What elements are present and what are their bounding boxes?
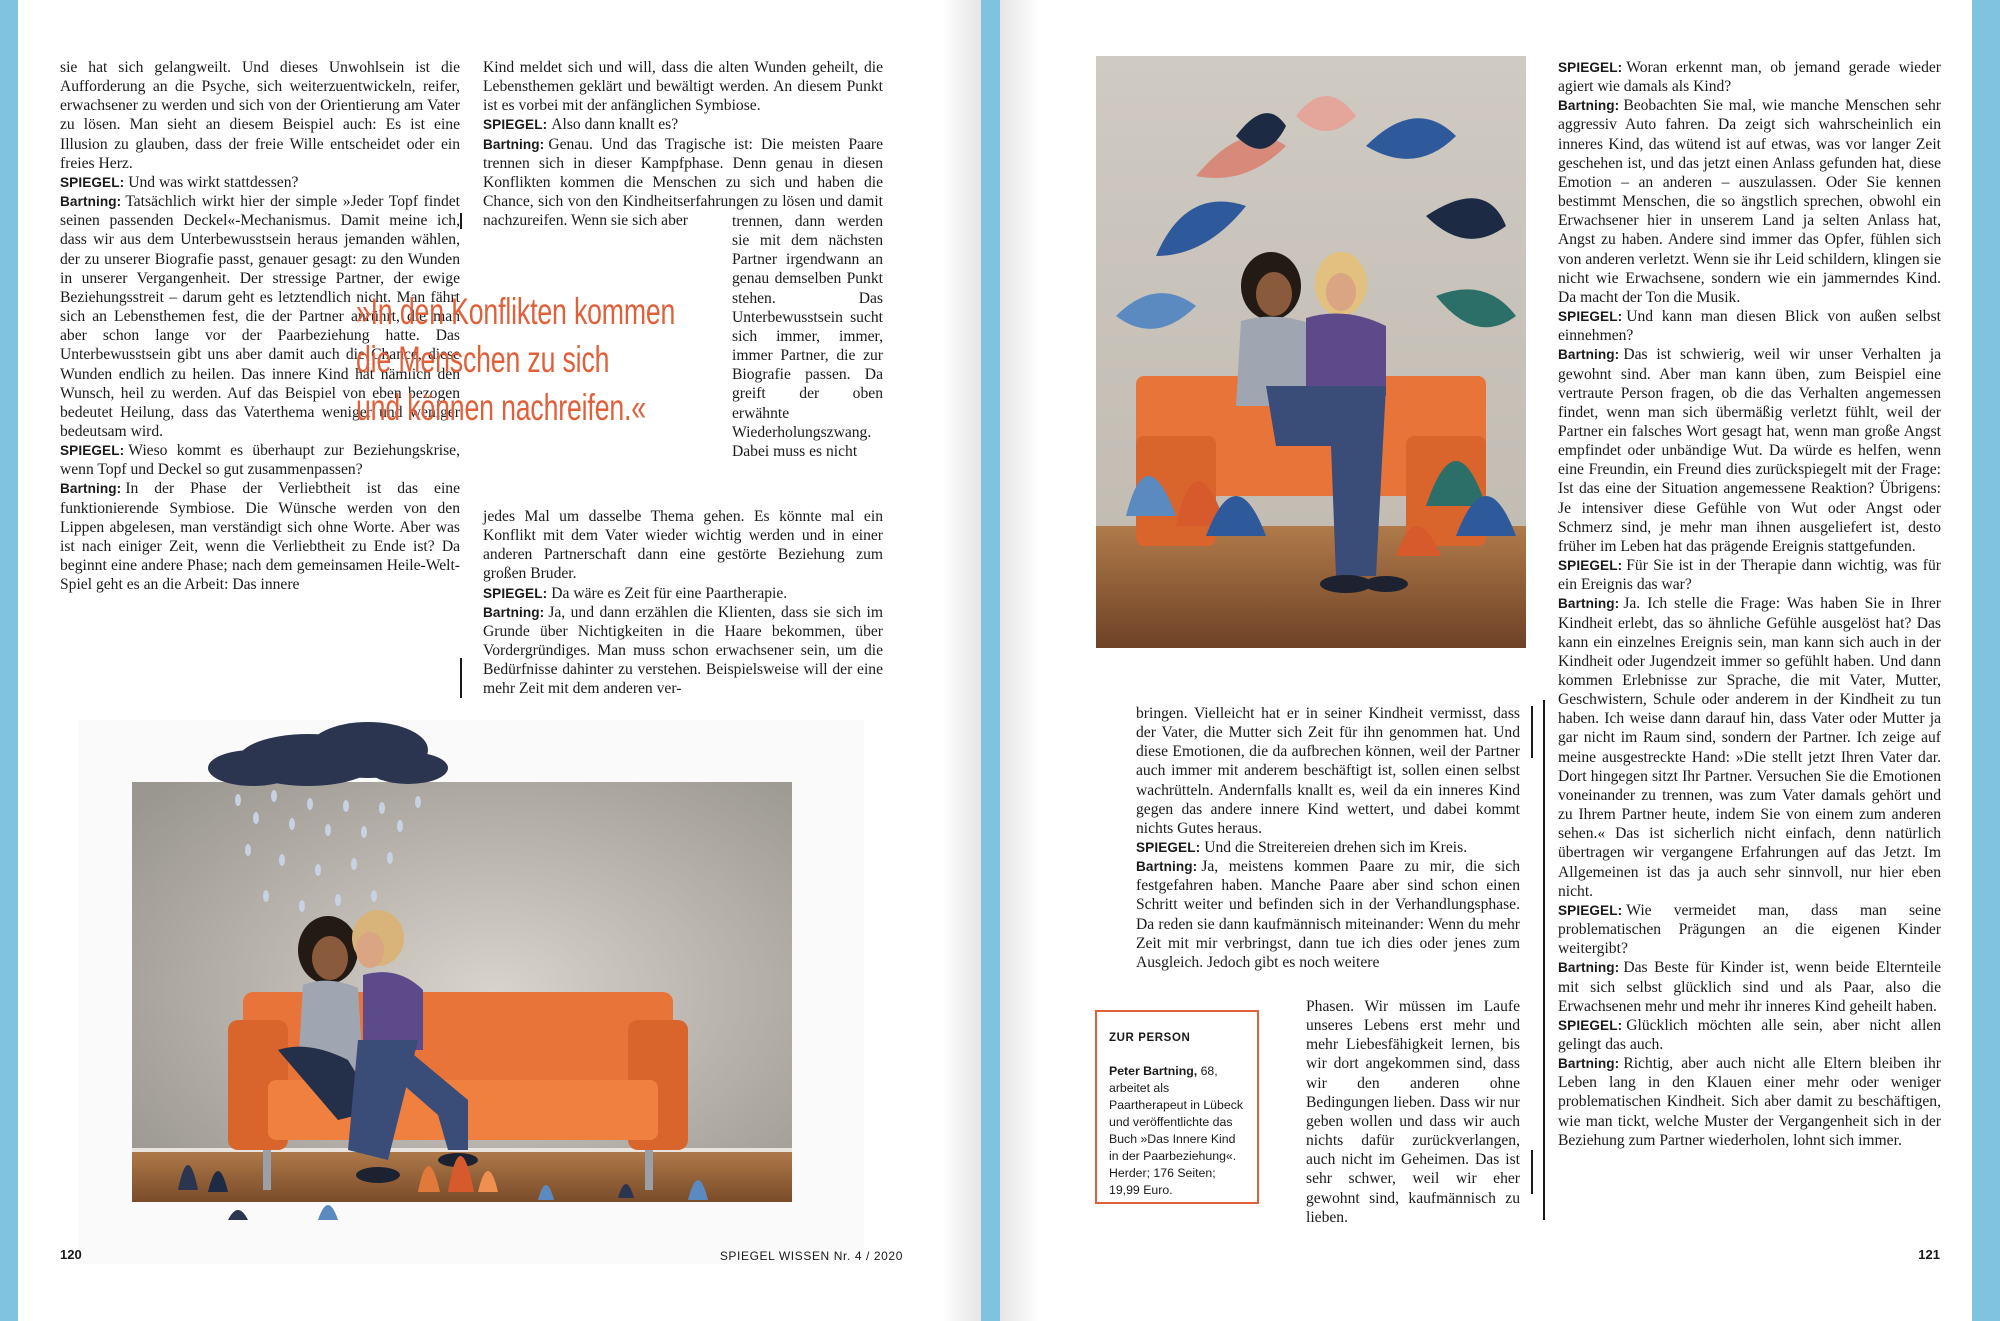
paragraph-text: In der Phase der Verliebtheit ist das eine funktionierende Symbiose. Die Wünsche werden von den Lippen abgelesen, man verständigt sich ohne Worte. Aber was ist nach einiger Zeit, wenn die Verliebtheit zu Ende ist? Da beginnt eine andere Phase; nach dem gemeinsamen Heile-Welt-Spiel geht es an die Arbeit: Das innere (60, 480, 460, 594)
bio-box-body: 68, arbeitet als Paartherapeut in Lübeck und veröffentlichte das Buch »Das Innere Kind in der Paarbeziehung«. Herder; 176 Seiten; 19,99 Euro. (1109, 1064, 1243, 1197)
page-number-left: 120 (60, 1247, 82, 1262)
speaker-label: Bartning: (1558, 347, 1620, 363)
column-rule (1543, 700, 1545, 1220)
right-col-mid-dialog (1136, 838, 1520, 998)
paragraph-text: Woran erkennt man, ob jemand gerade wieder agiert wie damals als Kind? (1558, 59, 1941, 96)
paragraph-text: Und was wirkt stattdessen? (128, 173, 299, 191)
pull-quote (356, 288, 676, 432)
gutter-shadow-right (1000, 0, 1040, 1321)
speaker-label: Bartning: (1558, 1056, 1620, 1072)
paragraph-text: Genau. Und das Tragische ist: Die meisten Paare trennen sich in dieser Kampfphase. Denn genau in diesen Konflikten kommen die Menschen zu sich und haben die Chance, sich von den Kindheitserfahrungen zu lösen und damit nachzureifen. Wenn sie sich aber (483, 135, 883, 230)
interview-paragraph (1558, 1054, 1941, 1150)
left-col-2-top (483, 58, 883, 230)
speaker-label: Bartning: (1136, 859, 1198, 875)
paragraph-text: Beobachten Sie mal, wie manche Menschen sehr aggressiv Auto fahren. Da zeigt sich wahrscheinlich ein inneres Kind, das wütend ist auf etwas, was vor langer Zeit geschehen ist, und das jetzt einen Anlass gefunden hat, diese Emotion – an anderen – auszulassen. Oder Sie kennen bestimmt Menschen, die so ängstlich sprechen, obwohl ein Erwachsener hier in unserem Land ja selten Anlass hat, Angst zu haben. Andere sind immer das Opfer, fühlen sich von anderen verletzt. Wenn sie ihr Leid schildern, klingen sie nicht wie Erwachsene, sondern wie ein jammerndes Kind. Da macht der Ton die Musik. (1558, 97, 1941, 306)
interview-paragraph (483, 603, 883, 699)
interview-paragraph (60, 441, 460, 479)
page-number-right: 121 (1918, 1247, 1940, 1262)
paragraph-text: Wie vermeidet man, dass man seine problematischen Prägungen an die eigenen Kinder weitergibt? (1558, 901, 1941, 958)
right-page (1000, 0, 1972, 1321)
speaker-label: SPIEGEL: (483, 585, 548, 601)
speaker-label: SPIEGEL: (1558, 309, 1623, 325)
couple-sofa-plants-photo (1096, 56, 1526, 648)
paragraph-text: Ja, und dann erzählen die Klienten, dass sie sich im Grunde über Nichtigkeiten in die Haare bekommen, über Vordergründiges. Man muss schon erwachsener sein, um die Bedürfnisse dahinter zu verstehen. Beispielsweise will der eine mehr Zeit mit dem anderen ver- (483, 603, 883, 698)
interview-paragraph (1558, 345, 1941, 556)
speaker-label: Bartning: (1558, 98, 1620, 114)
interview-paragraph (1558, 58, 1941, 96)
paragraph-text: sie hat sich gelangweilt. Und dieses Unwohlsein ist die Aufforderung an die Psyche, sich weiterzuentwickeln, reifer, erwachsener zu werden und sich von der Orientierung am Vater zu lösen. Man sieht an diesem Beispiel auch: Es ist eine Illusion zu glauben, dass der freie Wille entscheidet oder ein freies Herz. (60, 59, 460, 172)
interview-paragraph (483, 507, 883, 584)
pull-quote-line: »In den Konflikten kommen (356, 291, 676, 332)
paragraph-text: Kind meldet sich und will, dass die alten Wunden geheilt, die Lebensthemen geklärt und bewältigt werden. An diesem Punkt ist es vorbei mit der anfänglichen Symbiose. (483, 59, 883, 115)
interview-paragraph (1136, 857, 1520, 972)
bio-box (1095, 1010, 1259, 1204)
paragraph-text: Und die Streitereien drehen sich im Kreis. (1204, 839, 1468, 856)
gutter-shadow-left (941, 0, 981, 1321)
column-rule (460, 213, 462, 229)
pull-quote-line: und können nachreifen.« (356, 387, 646, 428)
right-col-mid-wide: bringen. Vielleicht hat er in seiner Kindheit vermisst, dass der Vater, die Mutter sich Zeit für ihn genommen hat. Und diese Emotionen, die da aufbrechen können, weil der Partner auch immer mit anderem beschäftigt ist, sollen einen selbst wachrütteln. Andernfalls knallt es, weil da ein inneres Kind gegen das andere innere Kind wettert, und dabei kommt nichts Gutes heraus. (1136, 705, 1520, 837)
speaker-label: SPIEGEL: (1558, 60, 1623, 75)
paragraph-text: Tatsächlich wirkt hier der simple »Jeder Topf findet seinen passenden Deckel«-Mechanismus. Damit meine ich, dass wir aus dem Unterbewusstsein heraus jemanden wählen, der zu unserer Biografie passt, genauer gesagt: zu den Wunden in unserer Vergangenheit. Der stressige Partner, der ewige Beziehungsstreit – darum geht es letztendlich nicht. Man fährt sich an Lebensthemen fest, die der Partner anrührt, die man aber schon lange vor der Paarbeziehung hatte. Das Unterbewusstsein gibt uns aber damit auch die Chance, diese Wunden endlich zu heilen. Das innere Kind hat nämlich den Wunsch, heil zu werden. Auf das Beispiel von eben bezogen bedeutet Heilung, dass das Vaterthema weniger und weniger bedeutsam wird. (60, 193, 460, 440)
paragraph-text: jedes Mal um dasselbe Thema gehen. Es könnte mal ein Konflikt mit dem Vater wieder wichtig werden und in einer anderen Partnerschaft dann eine gestörte Beziehung zum großen Bruder. (483, 508, 883, 583)
paragraph-text: Ja. Ich stelle die Frage: Was haben Sie in Ihrer Kindheit erlebt, das so ähnliche Gefühle ausgelöst hat? Das kann ein einzelnes Ereignis sein, man kann sich auch in der Kindheit oder Jugendzeit immer so gefühlt haben. Und dann kommen Erlebnisse zur Sprache, die mit Vater, Mutter, Geschwistern, Schule oder anderem in der Kindheit zu tun haben. Ich weise dann darauf hin, dass Vater oder Mutter ja gar nicht im Raum sind, sondern der Partner. Ich zeige auf meine ausgestreckte Hand: »Die stellt jetzt Ihren Vater dar. Dort hingegen sitzt Ihr Partner. Versuchen Sie die Emotionen voneinander zu trennen, was zum Vater damals gehört und zu Ihrem Partner heute, indem Sie von einem zum anderen sehen.« Das ist sicherlich nicht einfach, denn natürlich übertragen wir vergangene Erfahrungen auf das Jetzt. Im Allgemeinen ist das ja auch sehr sinnvoll, nur hier eben nicht. (1558, 595, 1941, 900)
interview-paragraph (483, 115, 883, 134)
speaker-label: SPIEGEL: (1558, 558, 1623, 574)
interview-paragraph (60, 58, 460, 173)
speaker-label: SPIEGEL: (1558, 902, 1623, 918)
left-col-2-narrow: trennen, dann werden sie mit dem nächsten Partner irgendwann an genau demselben Punkt stehen. Das Unterbewusstsein sucht sich immer, immer, immer Partner, die zur Biografie passen. Da greift der oben erwähnte Wiederholungszwang. Dabei muss es nicht (732, 213, 883, 460)
paragraph-text: Das ist schwierig, weil wir unser Verhalten ja gewohnt sind. Aber man kann üben, zum Beispiel eine vertraute Person fragen, ob die das Verhalten angemessen findet, wenn man sich übermäßig verletzt fühlt, weil der Partner ein falsches Wort gesagt hat, wenn man große Angst empfindet oder unbändige Wut. Da würde es helfen, wenn eine Freundin, ein Freund dies zurückspiegelt mit der Frage: Ist das eine der Situation angemessene Reaktion? Übrigens: Je intensiver diese Gefühle von Wut oder Angst oder Schmerz sind, je mehr man ihnen ausgeliefert ist, desto früher im Leben hat das prägende Ereignis stattgefunden. (1558, 346, 1941, 555)
interview-paragraph (1558, 594, 1941, 901)
interview-paragraph (1558, 901, 1941, 958)
speaker-label: SPIEGEL: (483, 117, 548, 133)
speaker-label: SPIEGEL: (60, 443, 125, 459)
left-page (18, 0, 981, 1321)
interview-paragraph (1558, 1016, 1941, 1054)
interview-paragraph (60, 173, 460, 192)
paragraph-text: Und kann man diesen Blick von außen selbst einnehmen? (1558, 308, 1941, 345)
bio-box-text (1109, 1063, 1245, 1199)
bio-box-title: ZUR PERSON (1109, 1032, 1191, 1044)
paragraph-text: Also dann knallt es? (551, 116, 679, 134)
paragraph-text: Glücklich möchten alle sein, aber nicht allen gelingt das auch. (1558, 1016, 1941, 1053)
paragraph-text: Das Beste für Kinder ist, wenn beide Elternteile mit sich selbst glücklich sind und als Paar, also die Erwachsenen mehr und mehr ihr inneres Kind geheilt haben. (1558, 959, 1941, 1015)
interview-paragraph (60, 479, 460, 594)
interview-paragraph (483, 58, 883, 115)
speaker-label: Bartning: (60, 481, 122, 497)
paragraph-text: Richtig, aber auch nicht alle Eltern bleiben ihr Leben lang in den Klauen einer mehr oder weniger problematischen Kindheit. Sich aber damit zu beschäftigen, wie man tickt, welche Muster der Vergangenheit sich in der Beziehung zum Partner wiederholen, lohnt sich immer. (1558, 1055, 1941, 1149)
interview-paragraph (1558, 96, 1941, 307)
speaker-label: SPIEGEL: (60, 174, 125, 190)
interview-paragraph (1558, 556, 1941, 594)
speaker-label: Bartning: (483, 136, 545, 152)
paragraph-text: Für Sie ist in der Therapie dann wichtig, was für ein Ereignis das war? (1558, 557, 1941, 594)
speaker-label: Bartning: (60, 194, 122, 210)
column-rule (460, 658, 462, 698)
column-rule (1531, 1150, 1533, 1194)
interview-paragraph (1558, 307, 1941, 345)
paragraph-text: Wieso kommt es überhaupt zur Beziehungskrise, wenn Topf und Deckel so gut zusammenpassen? (60, 442, 460, 479)
column-rule (1531, 706, 1533, 758)
left-col-2-bottom (483, 507, 883, 703)
interview-paragraph (1136, 838, 1520, 857)
paragraph-text: Ja, meistens kommen Paare zu mir, die sich festgefahren haben. Manche Paare aber sind schon einen Schritt weiter und befinden sich in der Verhandlungsphase. Da reden sie dann kaufmännisch miteinander: Wenn du mehr Zeit mit mir verbringst, dann tue ich dies oder jenes zum Ausgleich. Jedoch gibt es noch weitere (1136, 858, 1520, 971)
speaker-label: Bartning: (1558, 960, 1620, 976)
right-col-mid-narrow: Phasen. Wir müssen im Laufe unseres Lebens erst mehr und mehr Liebesfähigkeit lernen, bis wir dort angekommen sind, dass wir den anderen ohne Bedingungen lieben. Dass wir nur geben wollen und dass wir auch nichts dafür zurückverlangen, auch nicht im Geheimen. Das ist sehr schwer, weil wir eher gewohnt sind, kaufmännisch zu lieben. (1306, 998, 1520, 1226)
interview-paragraph (1558, 958, 1941, 1015)
speaker-label: SPIEGEL: (1136, 840, 1201, 855)
bio-box-name: Peter Bartning, (1109, 1064, 1198, 1078)
speaker-label: Bartning: (483, 604, 545, 620)
speaker-label: SPIEGEL: (1558, 1017, 1623, 1033)
speaker-label: Bartning: (1558, 596, 1620, 612)
interview-paragraph (483, 584, 883, 603)
pull-quote-line: die Menschen zu sich (356, 339, 610, 380)
couple-sofa-raincloud-photo (78, 720, 864, 1264)
right-col-dialog (1558, 58, 1941, 1214)
magazine-footer: SPIEGEL WISSEN Nr. 4 / 2020 (719, 1249, 903, 1263)
paragraph-text: Da wäre es Zeit für eine Paartherapie. (551, 584, 788, 602)
